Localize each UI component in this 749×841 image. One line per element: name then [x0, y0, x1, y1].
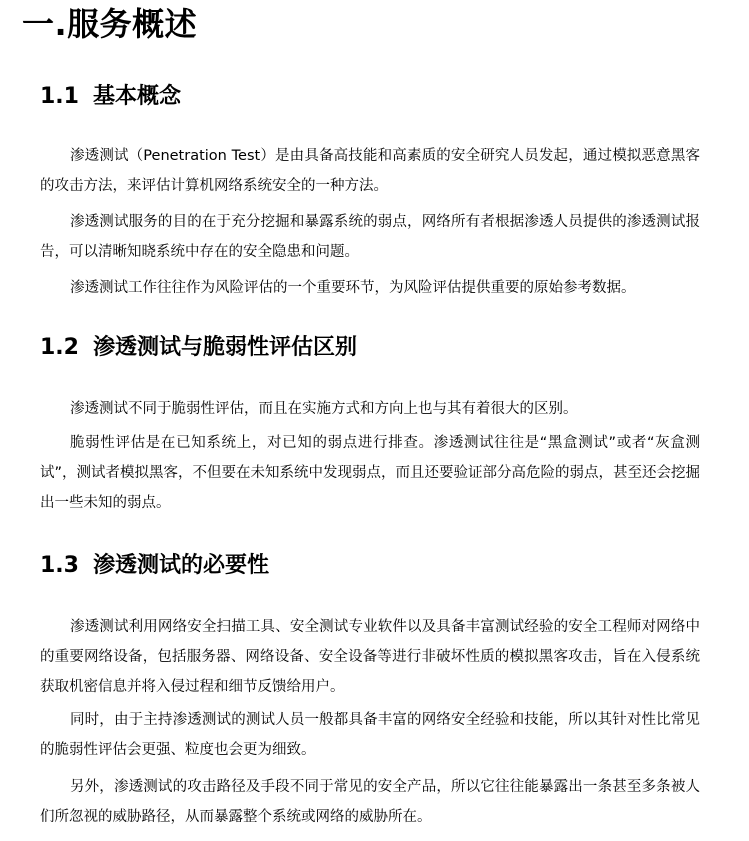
section-number: 1.3	[40, 553, 79, 578]
section-title-text: 基本概念	[92, 84, 181, 109]
section-number: 1.2	[40, 335, 79, 360]
section-title-text: 渗透测试的必要性	[92, 553, 269, 578]
section-title-text: 渗透测试与脆弱性评估区别	[92, 335, 357, 360]
paragraph: 同时，由于主持渗透测试的测试人员一般都具备丰富的网络安全经验和技能，所以其针对性比常见的脆弱性评估会更强、粒度也会更为细致。	[40, 712, 700, 758]
paragraph: 脆弱性评估是在已知系统上，对已知的弱点进行排查。渗透测试往往是“黑盒测试”或者“灰盒测试”，测试者模拟黑客，不但要在未知系统中发现弱点，而且还要验证部分高危险的弱点，甚至还会挖掘出一些未知的弱点。	[40, 435, 701, 511]
paragraph: 另外，渗透测试的攻击路径及手段不同于常见的安全产品，所以它往往能暴露出一条甚至多条被人们所忽视的威胁路径，从而暴露整个系统或网络的威胁所在。	[40, 779, 700, 825]
chapter-title: 一.服务概述	[22, 5, 198, 43]
paragraph: 渗透测试利用网络安全扫描工具、安全测试专业软件以及具备丰富测试经验的安全工程师对网络中的重要网络设备，包括服务器、网络设备、安全设备等进行非破坏性质的模拟黑客攻击，旨在入侵系统获取机密信息并将入侵过程和细节反馈给用户。	[40, 619, 700, 695]
section-heading-1-2	[40, 333, 357, 363]
paragraph: 渗透测试服务的目的在于充分挖掘和暴露系统的弱点，网络所有者根据渗透人员提供的渗透测试报告，可以清晰知晓系统中存在的安全隐患和问题。	[40, 214, 700, 260]
paragraph: 渗透测试工作往往作为风险评估的一个重要环节，为风险评估提供重要的原始参考数据。	[70, 280, 636, 296]
section-heading-1-3	[40, 551, 269, 581]
section-number: 1.1	[40, 84, 79, 109]
section-heading-1-1	[40, 82, 181, 112]
paragraph: 渗透测试（Penetration Test）是由具备高技能和高素质的安全研究人员发起，通过模拟恶意黑客的攻击方法，来评估计算机网络系统安全的一种方法。	[40, 148, 700, 194]
paragraph: 渗透测试不同于脆弱性评估，而且在实施方式和方向上也与其有着很大的区别。	[70, 401, 578, 417]
